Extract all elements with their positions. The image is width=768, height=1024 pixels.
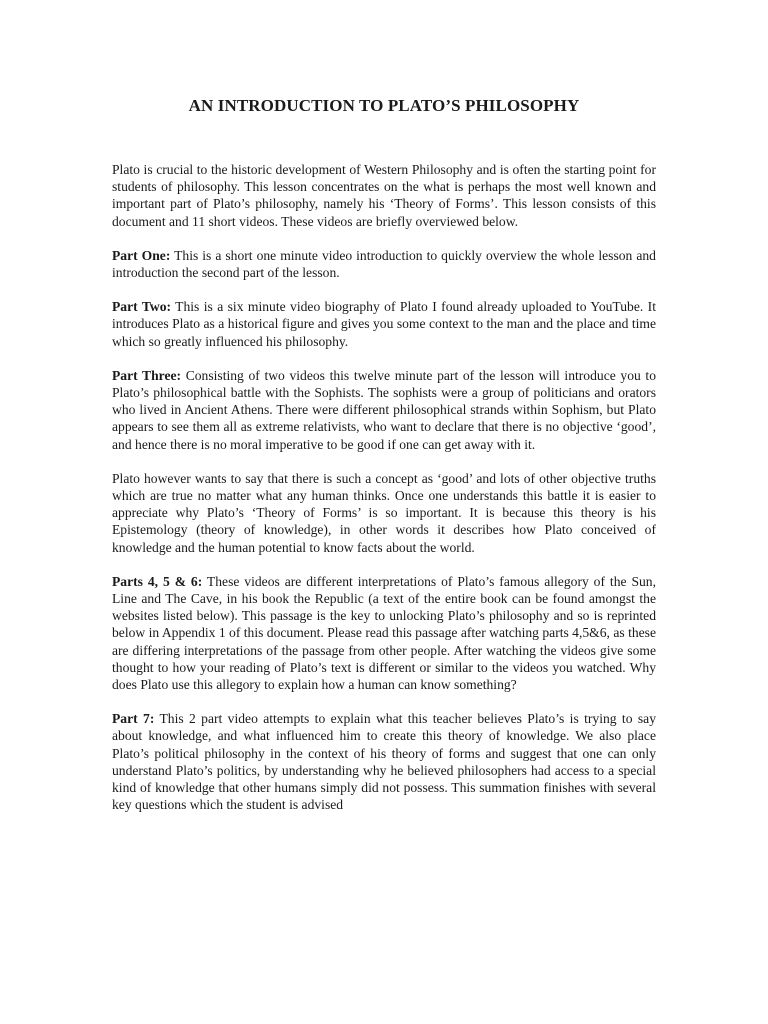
section-part-two [112,298,656,350]
section-text: These videos are different interpretations of Plato’s famous allegory of the Sun, Line and The Cave, in his book the Republic (a text of the entire book can be found amongst the websites listed below). This passage is the key to unlocking Plato’s philosophy and so is reprinted below in Appendix 1 of this document. Please read this passage after watching parts 4,5&6, as these are differing interpretations of the passage from other people. After watching the videos give some thought to how your reading of Plato’s text is different or similar to the videos you watched. Why does Plato use this allegory to explain how a human can know something? [112,573,656,693]
plato-paragraph: Plato however wants to say that there is such a concept as ‘good’ and lots of other objective truths which are true no matter what any human thinks. Once one understands this battle it is easier to appreciate why Plato’s ‘Theory of Forms’ is so important. It is because this theory is his Epistemology (theory of knowledge), in other words it describes how Plato conceived of knowledge and the human potential to know facts about the world. [112,470,656,555]
section-part-7 [112,710,656,813]
section-part-three [112,367,656,453]
section-part-one [112,247,656,281]
section-label: Part Two: [112,299,172,315]
document-title: AN INTRODUCTION TO PLATO’S PHILOSOPHY [188,96,580,115]
intro-paragraph: Plato is crucial to the historic development of Western Philosophy and is often the starting point for students of philosophy. This lesson concentrates on the what is perhaps the most well known and important part of Plato’s philosophy, namely his ‘Theory of Forms’. This lesson consists of this document and 11 short videos. These videos are briefly overviewed below. [112,162,656,229]
section-text: This is a six minute video biography of Plato I found already uploaded to YouTube. It introduces Plato as a historical figure and gives you some context to the man and the place and time which so greatly influenced his philosophy. [112,299,656,349]
section-text: This 2 part video attempts to explain what this teacher believes Plato’s is trying to say about knowledge, and what influenced him to create this theory of knowledge. We also place Plato’s political philosophy in the context of his theory of forms and suggest that one can only understand Plato’s politics, by understanding why he believed philosophers had access to a special kind of knowledge that other humans simply did not possess. This summation finishes with several key questions which the student is advised [112,711,656,813]
section-parts-4-5-6 [112,573,656,693]
section-label: Part Three: [112,367,182,383]
section-label: Part One: [112,247,171,263]
section-label: Part 7: [112,711,155,727]
section-label: Parts 4, 5 & 6: [112,573,203,589]
section-text: Consisting of two videos this twelve minute part of the lesson will introduce you to Plato’s philosophical battle with the Sophists. The sophists were a group of politicians and orators who lived in Ancient Athens. There were different philosophical strands within Sophism, but Plato appears to see them all as extreme relativists, who want to declare that there is no objective ‘good’, and hence there is no moral imperative to be good if one can get away with it. [112,367,656,452]
section-text: This is a short one minute video introduction to quickly overview the whole lesson and introduction the second part of the lesson. [112,247,656,281]
